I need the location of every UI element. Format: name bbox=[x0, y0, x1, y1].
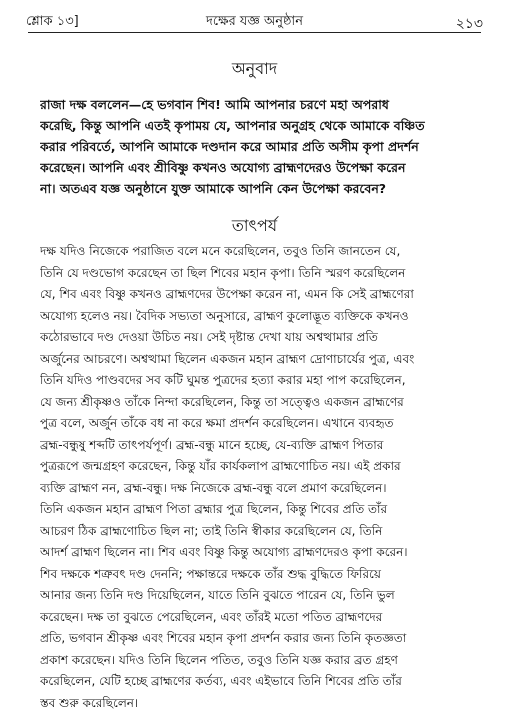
page-number: ২১৩ bbox=[455, 16, 483, 32]
translation-line: করেছি, কিন্তু আপনি এতই কৃপাময় যে, আপনার অনুগ্রহ থেকে আমাকে বঞ্চিত bbox=[40, 118, 425, 133]
purport-line: করেছেন। দক্ষ তা বুঝতে পেরেছিলেন, এবং তাঁরই মতো পতিত ব্রাহ্মণদের bbox=[40, 609, 383, 624]
purport-line: আদর্শ ব্রাহ্মণ ছিলেন না। শিব এবং বিষ্ণু কিন্তু অযোগ্য ব্রাহ্মণদেরও কৃপা করেন। bbox=[40, 545, 408, 559]
purport-line: আনার জন্য তিনি দণ্ড দিয়েছিলেন, যাতে তিনি বুঝতে পারেন যে, তিনি ভুল bbox=[40, 588, 395, 602]
purport-line: আচরণ ঠিক ব্রাহ্মণোচিত ছিল না; তাই তিনি স্বীকার করেছিলেন যে, তিনি bbox=[40, 523, 383, 538]
purport-line: প্রকাশ করেছেন। যদিও তিনি ছিলেন পতিত, তবুও তিনি যজ্ঞ করার ব্রত গ্রহণ bbox=[40, 652, 398, 667]
translation-heading: অনুবাদ bbox=[231, 59, 278, 78]
purport-line: অযোগ্য হলেও নয়। বৈদিক সভ্যতা অনুসারে, ব্রাহ্মণ কুলোদ্ভূত ব্যক্তিকে কখনও bbox=[40, 308, 409, 323]
purport-line: তিনি একজন মহান ব্রাহ্মণ পিতা ব্রহ্মার পুত্র ছিলেন, কিন্তু শিবের প্রতি তাঁর bbox=[40, 502, 388, 516]
purport-line: স্তব শুরু করেছিলেন। bbox=[40, 695, 139, 710]
purport-line: কঠোরভাবে দণ্ড দেওয়া উচিত নয়। সেই দৃষ্টান্ত দেখা যায় অশ্বত্থামার প্রতি bbox=[40, 330, 378, 344]
purport-line: করেছিলেন, যেটি হচ্ছে ব্রাহ্মণের কর্তব্য, এবং এইভাবে তিনি শিবের প্রতি তাঁর bbox=[40, 674, 402, 688]
verse-reference: শ্লোক ১৩] bbox=[26, 14, 79, 29]
translation-line: করেছেন। আপনি এবং শ্রীবিষ্ণু কখনও অযোগ্য ব্রাহ্মণদেরও উপেক্ষা করেন bbox=[40, 160, 406, 175]
purport-line: দক্ষ যদিও নিজেকে পরাজিত বলে মনে করেছিলেন, তবুও তিনি জানতেন যে, bbox=[40, 244, 401, 258]
purport-line: পুত্ররূপে জন্মগ্রহণ করেছেন, কিন্তু যাঁর কার্যকলাপ ব্রাহ্মণোচিত নয়। এই প্রকার bbox=[40, 459, 401, 473]
purport-line: অর্জুনের আচরণে। অশ্বত্থামা ছিলেন একজন মহান ব্রাহ্মণ দ্রোণাচার্যের পুত্র, এবং bbox=[40, 351, 415, 366]
purport-line: পুত্র বলে, অর্জুন তাঁকে বধ না করে ক্ষমা প্রদর্শন করেছিলেন। এখানে ব্যবহৃত bbox=[40, 416, 394, 430]
purport-line: যে, শিব এবং বিষ্ণু কখনও ব্রাহ্মণদের উপেক্ষা করেন না, এমন কি সেই ব্রাহ্মণেরা bbox=[40, 287, 414, 301]
purport-heading: তাৎপর্য bbox=[231, 216, 278, 235]
translation-text bbox=[40, 94, 472, 199]
purport-line: যে জন্য শ্রীকৃষ্ণও তাঁকে নিন্দা করেছিলেন, কিন্তু তা সত্ত্বেও একজন ব্রাহ্মণের bbox=[40, 394, 404, 409]
chapter-title: দক্ষের যজ্ঞ অনুষ্ঠান bbox=[206, 14, 303, 29]
purport-line: শিব দক্ষকে শত্রুবৎ দণ্ড দেননি; পক্ষান্তরে দক্ষকে তাঁর শুদ্ধ বুদ্ধিতে ফিরিয়ে bbox=[40, 566, 381, 581]
purport-line: প্রতি, ভগবান শ্রীকৃষ্ণ এবং শিবের মহান কৃপা প্রদর্শন করার জন্য তিনি কৃতজ্ঞতা bbox=[40, 631, 407, 645]
purport-line: ব্রহ্ম-বন্ধুষু শব্দটি তাৎপর্যপূর্ণ। ব্রহ্ম-বন্ধু মানে হচ্ছে, যে-ব্যক্তি ব্রাহ্মণ পিতার bbox=[40, 437, 384, 452]
purport-line: ব্যক্তি ব্রাহ্মণ নন, ব্রহ্ম-বন্ধু। দক্ষ নিজেকে ব্রহ্ম-বন্ধু বলে প্রমাণ করেছিলেন। bbox=[40, 480, 387, 495]
translation-line: করার পরিবর্তে, আপনি আমাকে দণ্ডদান করে আমার প্রতি অসীম কৃপা প্রদর্শন bbox=[40, 139, 419, 154]
header-divider bbox=[28, 32, 481, 33]
running-head bbox=[26, 12, 483, 34]
translation-line: না। অতএব যজ্ঞ অনুষ্ঠানে যুক্ত আমাকে আপনি কেন উপেক্ষা করবেন? bbox=[40, 181, 387, 196]
purport-line: তিনি যে দণ্ডভোগ করেছেন তা ছিল শিবের মহান কৃপা। তিনি স্মরণ করেছিলেন bbox=[40, 265, 406, 280]
purport-text bbox=[40, 241, 472, 714]
translation-line: রাজা দক্ষ বললেন—হে ভগবান শিব! আমি আপনার চরণে মহা অপরাধ bbox=[40, 97, 389, 112]
purport-line: তিনি যদিও পাণ্ডবদের সব কটি ঘুমন্ত পুত্রদের হত্যা করার মহা পাপ করেছিলেন, bbox=[40, 373, 406, 387]
